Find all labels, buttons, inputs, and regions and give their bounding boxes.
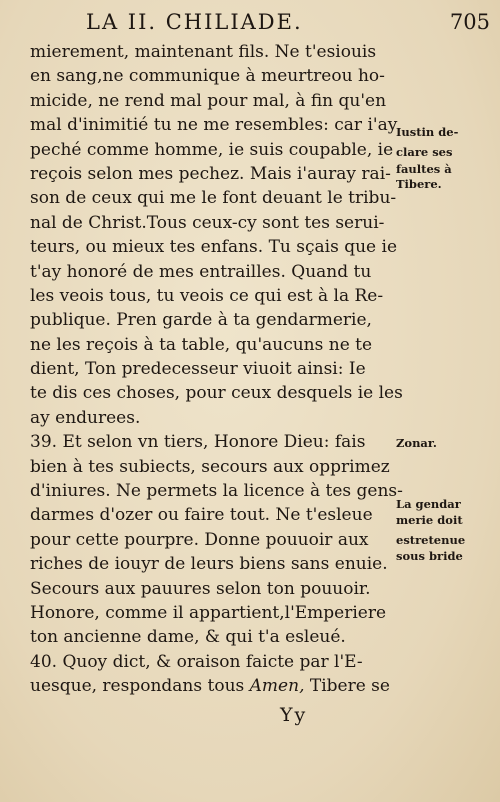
text-line: Secours aux pauures selon ton pouuoir. [30, 578, 371, 599]
text-line: mal d'inimitié tu ne me resembles: car i'ay [30, 115, 398, 136]
margin-note: La gendar [396, 497, 461, 511]
text-line: pour cette pourpre. Donne pouuoir aux [30, 529, 369, 550]
margin-note: estretenue [396, 533, 466, 547]
signature-mark: Yy [280, 704, 308, 726]
text-line: peché comme homme, ie suis coupable, ie [30, 139, 394, 160]
margin-notes [396, 0, 496, 802]
text-line: darmes d'ozer ou faire tout. Ne t'esleue [30, 505, 373, 526]
text-line: riches de iouyr de leurs biens sans enuie. [30, 554, 388, 575]
margin-note: clare ses [396, 145, 453, 159]
body-text [30, 40, 403, 699]
text-line: bien à tes subiects, secours aux opprimez [30, 456, 390, 477]
text-line: ton ancienne dame, & qui t'a esleué. [30, 627, 346, 648]
text-line: mierement, maintenant fils. Ne t'esiouis [30, 42, 377, 62]
text-line: reçois selon mes pechez. Mais i'auray rai- [30, 163, 391, 184]
text-line: teurs, ou mieux tes enfans. Tu sçais que ie [30, 237, 398, 258]
text-line: d'iniures. Ne permets la licence à tes gens- [30, 481, 403, 502]
text-line: nal de Christ.Tous ceux-cy sont tes serui- [30, 212, 385, 233]
text-line: en sang,ne communique à meurtreou ho- [30, 66, 385, 87]
margin-note: merie doit [396, 513, 463, 527]
text-line: ay endurees. [30, 407, 141, 428]
text-line-last [30, 674, 398, 698]
text-fragment: Tibere se [304, 676, 390, 697]
page-number: 705 [449, 10, 490, 34]
text-line: son de ceux qui me le font deuant le tribu- [30, 188, 397, 209]
margin-note: sous bride [396, 549, 463, 563]
text-line: Honore, comme il appartient,l'Emperiere [30, 602, 387, 623]
margin-note: Zonar. [396, 436, 437, 450]
text-fragment: uesque, respondans tous [30, 676, 250, 697]
text-line: 39. Et selon vn tiers, Honore Dieu: fais [30, 432, 366, 453]
text-line: ne les reçois à ta table, qu'aucuns ne te [30, 334, 373, 355]
margin-note: faultes à [396, 162, 452, 176]
margin-note: Iustin de- [396, 125, 459, 139]
text-line: te dis ces choses, pour ceux desquels ie les [30, 383, 403, 404]
text-line: micide, ne rend mal pour mal, à fin qu'en [30, 90, 387, 111]
margin-note: Tibere. [396, 177, 442, 191]
text-line: t'ay honoré de mes entrailles. Quand tu [30, 261, 372, 282]
text-line: 40. Quoy dict, & oraison faicte par l'E- [30, 651, 363, 672]
text-line: publique. Pren garde à ta gendarmerie, [30, 310, 372, 331]
text-line: dient, Ton predecesseur viuoit ainsi: Ie [30, 359, 366, 380]
text-line: les veois tous, tu veois ce qui est à la Re- [30, 285, 384, 306]
italic-word: Amen, [249, 676, 305, 697]
page-title: LA II. CHILIADE. [86, 10, 303, 34]
